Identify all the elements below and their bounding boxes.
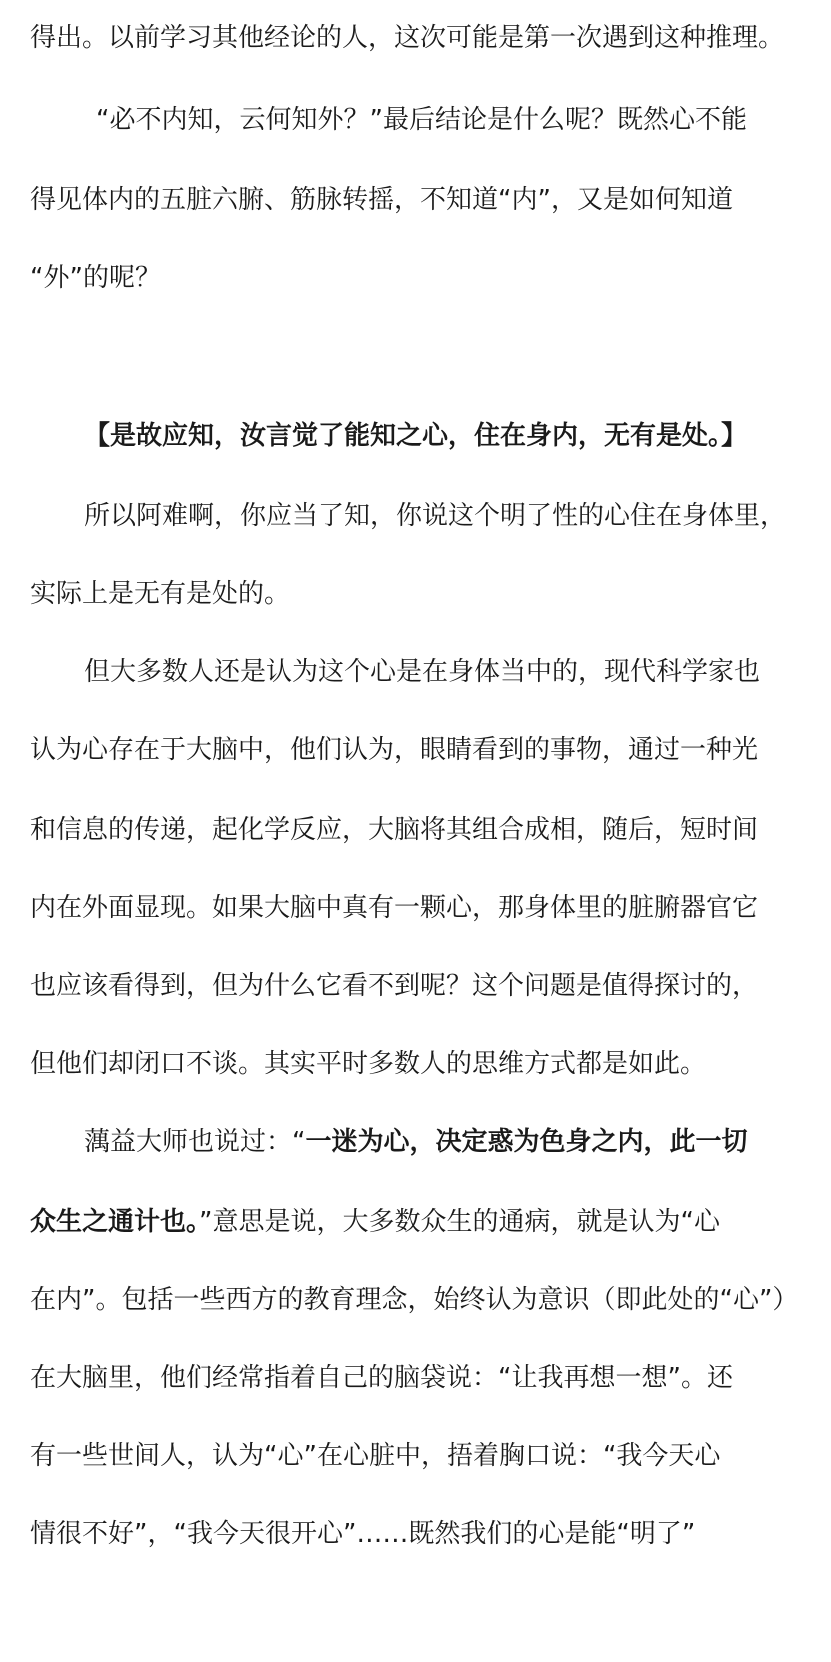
- text-segment: ”意思是说，大多数众生的通病，就是认为“心: [199, 1207, 720, 1237]
- text-line: [30, 578, 820, 610]
- text-segment: 认为心存在于大脑中，他们认为，眼睛看到的事物，通过一种光: [30, 735, 759, 765]
- text-line: [30, 892, 820, 924]
- text-segment: 但他们却闭口不谈。其实平时多数人的思维方式都是如此。: [30, 1049, 707, 1079]
- text-segment: 有一些世间人，认为“心”在心脏中，捂着胸口说：“我今天心: [30, 1441, 721, 1471]
- text-segment: 得见体内的五脏六腑、筋脉转摇，不知道“内”，又是如何知道: [30, 185, 733, 215]
- bold-text-segment: 【是故应知，汝言觉了能知之心，住在身内，无有是处。】: [84, 421, 748, 451]
- heading-quote: [84, 420, 824, 452]
- text-line: [84, 656, 824, 688]
- text-segment: 内在外面显现。如果大脑中真有一颗心，那身体里的脏腑器官它: [30, 893, 759, 923]
- bold-text-segment: 一迷为心，决定惑为色身之内，此一切: [305, 1127, 748, 1157]
- text-line: [30, 814, 820, 846]
- text-line: [30, 1284, 820, 1316]
- text-line: [84, 1126, 824, 1158]
- text-line: [30, 22, 820, 54]
- text-line: [96, 104, 831, 136]
- text-line: [84, 500, 824, 532]
- text-segment: “外”的呢？: [30, 263, 161, 293]
- text-line: [30, 970, 820, 1002]
- text-line: [30, 1440, 820, 1472]
- text-segment: “必不内知，云何知外？”最后结论是什么呢？既然心不能: [96, 105, 747, 135]
- text-segment: 得出。以前学习其他经论的人，这次可能是第一次遇到这种推理。: [30, 23, 785, 53]
- text-segment: 也应该看得到，但为什么它看不到呢？这个问题是值得探讨的，: [30, 971, 759, 1001]
- text-line: [30, 1048, 820, 1080]
- text-segment: 实际上是无有是处的。: [30, 579, 291, 609]
- text-line: [30, 734, 820, 766]
- text-segment: 所以阿难啊，你应当了知，你说这个明了性的心住在身体里，: [84, 501, 787, 531]
- text-segment: 和信息的传递，起化学反应，大脑将其组合成相，随后，短时间: [30, 815, 759, 845]
- text-line: [30, 1362, 820, 1394]
- text-line: [30, 1518, 820, 1550]
- text-segment: 情很不好”，“我今天很开心”……既然我们的心是能“明了”: [30, 1519, 696, 1549]
- text-segment: 蕅益大师也说过：“: [84, 1127, 306, 1157]
- text-line: [30, 262, 820, 294]
- text-line: [30, 1206, 820, 1238]
- text-segment: 在内”。包括一些西方的教育理念，始终认为意识（即此处的“心”）: [30, 1285, 799, 1315]
- bold-text-segment: 众生之通计也。: [30, 1207, 200, 1237]
- text-segment: 在大脑里，他们经常指着自己的脑袋说：“让我再想一想”。还: [30, 1363, 733, 1393]
- text-line: [30, 184, 820, 216]
- text-segment: 但大多数人还是认为这个心是在身体当中的，现代科学家也: [84, 657, 761, 687]
